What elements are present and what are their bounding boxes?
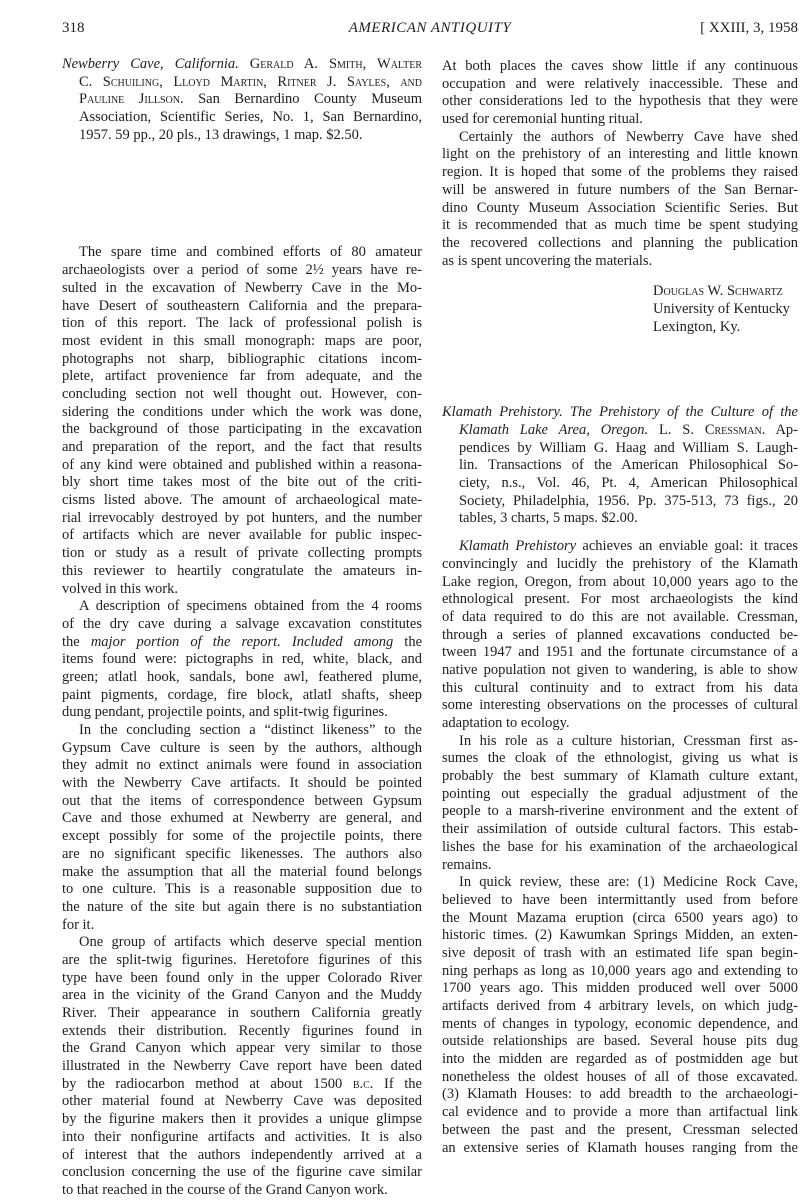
text-line: In the concluding section a “distinct likeness” to the <box>79 722 422 738</box>
small-caps-text: C. Schuiling, Lloyd Martin, Ritner J. Sayles, and <box>79 73 422 90</box>
small-caps-text: Pauline Jillson. <box>79 91 184 108</box>
text-line: to that reached in the course of the Grand Canyon work. <box>62 1181 388 1198</box>
text-line: with the Newberry Cave artifacts. It should be pointed <box>62 775 422 792</box>
text-line: the Grand Canyon which appear very similar to those <box>62 1040 422 1057</box>
text-line: their assimilation of outside cultural factors. This estab- <box>442 821 798 838</box>
small-caps-text: L. S. Cressman. <box>648 422 766 438</box>
text-line: conclusion concerning the use of the figurine cave similar <box>62 1164 422 1181</box>
journal-title: AMERICAN ANTIQUITY <box>348 20 512 36</box>
italic-text: major portion of the report. Included among <box>90 633 394 650</box>
text-line: bly short time takes most of the bite out of the criti- <box>62 474 422 491</box>
text-line: by the figurine makers then it provides a unique glimpse <box>62 1111 422 1128</box>
italic-text: Klamath Prehistory <box>459 538 577 555</box>
text-line: it is recommended that as much time be spent studying <box>442 217 798 234</box>
text-line: occupation and were relatively inaccessible. These and <box>442 75 798 92</box>
text-line: pendices by William G. Haag and William S. Laugh- <box>459 439 798 456</box>
text-line: of any kind were obtained and published within a reasona- <box>62 456 422 473</box>
text-line: area in the vicinity of the Grand Canyon and the Muddy <box>62 987 422 1004</box>
text-line: dung pendant, projectile points, and split-twig figurines. <box>62 704 388 721</box>
text-line: region. It is hoped that some of the problems they raised <box>442 164 798 181</box>
text-line: The spare time and combined efforts of 80 amateur <box>79 244 422 261</box>
review-citation <box>442 404 798 528</box>
text-line: plete, artifact provenience far from adequate, and the <box>62 368 422 385</box>
body-paragraph <box>442 733 798 875</box>
italic-text: Klamath Prehistory. The Prehistory of the Culture of the <box>442 404 798 421</box>
text-line: photographs not sharp, bibliographic citations incom- <box>62 350 422 367</box>
text-line: (3) Klamath Houses: to add breadth to the archaeologi- <box>442 1086 798 1103</box>
text-line: they admit no extinct animals were found in association <box>62 757 422 774</box>
review-citation <box>62 56 422 144</box>
text-line: most evident in this small monograph: maps are poor, <box>62 332 422 349</box>
text-line: type have been found only in the upper Colorado River <box>62 969 422 986</box>
text-line: In his role as a culture historian, Cressman first as- <box>459 732 798 749</box>
text-line: this cultural continuity and to extract from his data <box>442 679 798 696</box>
text-line: believed to have been intermittantly used from before <box>442 891 798 908</box>
text-line: remains. <box>442 856 492 873</box>
text-line: 1700 years ago. This midden produced well over 5000 <box>442 980 798 997</box>
body-paragraph <box>442 129 798 271</box>
text-line <box>442 404 798 422</box>
text-line: lishes the base for his examination of the archaeological <box>442 838 798 855</box>
text-line: sidering the conditions under which the work was done, <box>62 403 422 420</box>
text-line: lin. Transactions of the American Philosophical So- <box>459 457 798 474</box>
text-line: have Desert of southeastern California and the prepara- <box>62 297 422 314</box>
text-line: tion or study as a result of private collecting prompts <box>62 545 422 562</box>
text-line: 1957. 59 pp., 20 pls., 13 drawings, 1 map. $2.50. <box>79 126 363 143</box>
text-line: some interesting observations on the processes of cultural <box>442 697 798 714</box>
small-caps-text: Gerald A. Smith, Walter <box>238 56 422 72</box>
page-number: 318 <box>62 20 85 36</box>
text-line: At both places the caves show little if any continuous <box>442 58 798 74</box>
text-line: paint pigments, cordage, fire block, atlatl shafts, sheep <box>62 686 422 703</box>
text-line: the background of those participating in the excavation <box>62 421 422 438</box>
text-segment: the <box>393 633 422 650</box>
text-line: other considerations led to the hypothesis that they were <box>442 93 798 110</box>
text-line: ethnological present. For most archaeologists the kind <box>442 591 798 608</box>
text-line: cisms listed above. The amount of archaeological mate- <box>62 492 422 509</box>
text-line: University of Kentucky <box>653 300 790 317</box>
text-line: extends their distribution. Recently figurines found in <box>62 1022 422 1039</box>
body-paragraph <box>62 934 422 1199</box>
text-segment: Ap- <box>765 422 798 438</box>
text-line: sumes the cloak of the ethnologist, giving us what is <box>442 750 798 767</box>
text-line: adaptation to ecology. <box>442 715 570 731</box>
text-line: volved in this work. <box>62 580 178 597</box>
text-line: green; atlatl hook, sandals, bone awl, feathered plume, <box>62 668 422 685</box>
text-line: this reviewer to heartily congratulate the amateurs in- <box>62 562 422 579</box>
text-line: and preparation of the report, and the fact that results <box>62 439 422 455</box>
text-line: ning perhaps as long as 10,000 years ago and extending to <box>442 962 798 979</box>
text-line: In quick review, these are: (1) Medicine Rock Cave, <box>459 874 798 891</box>
text-line <box>62 634 422 652</box>
text-line: outside relationships are based. Several house pits dug <box>442 1033 798 1050</box>
text-line: are no significant specific likenesses. The authors also <box>62 845 422 862</box>
text-line: sive deposit of trash with an estimated life span begin- <box>442 944 798 961</box>
text-line: into the midden are regarded as of postmidden age but <box>442 1051 798 1068</box>
text-line: are the split-twig figurines. Heretofore figurines of this <box>62 951 422 968</box>
text-line: tion of this report. The lack of professional polish is <box>62 315 422 332</box>
text-line: Certainly the authors of Newberry Cave have shed <box>459 128 798 145</box>
text-line: to one culture. This is a reasonable supposition due to <box>62 881 422 898</box>
text-line: as is spent uncovering the materials. <box>442 252 653 269</box>
text-line: other material found at Newberry Cave was deposited <box>62 1093 422 1110</box>
text-line <box>653 283 798 301</box>
text-line: of the dry cave during a salvage excavation constitutes <box>62 615 422 632</box>
text-line: cal evidence and to provide a more than artifactual link <box>442 1104 798 1121</box>
volume-issue: [ XXIII, 3, 1958 <box>700 20 798 36</box>
text-line: tween 1947 and 1951 and the fortunate circumstance of a <box>442 644 798 661</box>
text-line: convincingly and lucidly the prehistory of the Klamath <box>442 555 798 572</box>
text-line: artifacts derived from 4 arbitrary levels, on which judg- <box>442 998 798 1014</box>
text-line: nonetheless the oldest houses of all of those excavated. <box>442 1068 798 1085</box>
text-line: probably the best summary of Klamath culture extant, <box>442 768 798 785</box>
text-line: River. Their appearance in southern California greatly <box>62 1005 422 1021</box>
text-line: will be answered in future numbers of the San Bernar- <box>442 181 798 198</box>
text-segment: achieves an enviable goal: it traces <box>576 538 798 555</box>
text-line: historic times. (2) Kawumkan Springs Midden, an exten- <box>442 927 798 944</box>
text-line: ciety, n.s., Vol. 46, Pt. 4, American Philosophical <box>459 475 798 492</box>
text-line: an extensive series of Klamath houses ranging from the <box>442 1139 798 1156</box>
text-line: native population not given to wandering, is able to show <box>442 661 798 678</box>
body-paragraph <box>62 244 422 598</box>
text-line: of data required to do this are not available. Cressman, <box>442 608 798 625</box>
text-line: Association, Scientific Series, No. 1, San Bernardino, <box>79 109 422 126</box>
small-caps-text: Douglas W. Schwartz <box>653 283 783 300</box>
text-segment: by the radiocarbon method at about 1500 <box>62 1075 353 1092</box>
text-line: used for ceremonial hunting ritual. <box>442 111 643 128</box>
body-paragraph <box>62 598 422 722</box>
text-line: make the assumption that all the material found belongs <box>62 863 422 880</box>
text-line: for it. <box>62 916 95 933</box>
text-line: A description of specimens obtained from the 4 rooms <box>79 598 422 615</box>
text-line <box>442 538 798 556</box>
text-line: rial irrevocably destroyed by pot hunters, and the number <box>62 509 422 526</box>
body-paragraph <box>442 58 798 129</box>
text-line <box>62 74 422 92</box>
text-line: Lake region, Oregon, from about 10,000 years ago to the <box>442 573 798 590</box>
text-line: between the past and the present, Cressman selected <box>442 1121 798 1138</box>
text-line <box>62 91 422 109</box>
text-line: ments of changes in typology, economic dependence, and <box>442 1015 798 1032</box>
text-line: concluding section not well thought out. However, con- <box>62 385 422 402</box>
text-line: of interest that the authors independently arrived at a <box>62 1146 422 1163</box>
body-paragraph <box>442 874 798 1157</box>
text-line: Gypsum Cave culture is seen by the authors, although <box>62 739 422 756</box>
text-line: the recovered collections and planning the publication <box>442 234 798 251</box>
text-segment: San Bernardino County Museum <box>183 91 422 108</box>
text-line: One group of artifacts which deserve special mention <box>79 934 422 951</box>
text-line: pointing out especially the gradual adjustment of the <box>442 785 798 802</box>
text-line: the Mount Mazama eruption (circa 6500 years ago) to <box>442 909 798 926</box>
text-line: sulted in the excavation of Newberry Cave in the Mo- <box>62 279 422 296</box>
text-segment: If the <box>373 1075 422 1092</box>
text-line <box>62 56 422 74</box>
reviewer-signature <box>442 283 798 336</box>
text-line: Lexington, Ky. <box>653 318 741 335</box>
text-line <box>62 1076 422 1094</box>
text-segment: the <box>62 633 91 650</box>
italic-text: Newberry Cave, California. <box>62 56 239 72</box>
italic-text: Klamath Lake Area, Oregon. <box>459 422 649 438</box>
body-paragraph <box>442 538 798 733</box>
text-line: the nature of the site but again there is no substantiation <box>62 898 422 915</box>
left-column <box>62 56 422 1200</box>
text-line: except possibly for some of the projectile points, there <box>62 828 422 845</box>
small-caps-text: b.c. <box>352 1075 374 1092</box>
text-line: items found were: pictographs in red, white, black, and <box>62 651 422 668</box>
text-line: people to a marsh-riverine environment and the extent of <box>442 803 798 820</box>
text-line: tables, 3 charts, 5 maps. $2.00. <box>459 510 638 527</box>
text-line: illustrated in the Newberry Cave report have been dated <box>62 1058 422 1075</box>
text-line: archaeologists over a period of some 2½ years have re- <box>62 262 422 279</box>
text-line: Society, Philadelphia, 1956. Pp. 375-513, 73 figs., 20 <box>459 492 798 509</box>
text-line: of artifacts which are never available for public inspec- <box>62 527 422 544</box>
text-line: through a series of planned excavations conducted be- <box>442 626 798 643</box>
body-paragraph <box>62 722 422 934</box>
text-line: light on the prehistory of an interesting and little known <box>442 146 798 163</box>
text-line: Cave and those exhumed at Newberry are general, and <box>62 810 422 827</box>
text-line: dino County Museum Association Scientific Series. But <box>442 199 798 216</box>
text-line: into their nonfigurine artifacts and activities. It is also <box>62 1128 422 1145</box>
text-line: out that the items of correspondence between Gypsum <box>62 792 422 809</box>
text-line <box>442 422 798 440</box>
right-column <box>442 58 798 1157</box>
